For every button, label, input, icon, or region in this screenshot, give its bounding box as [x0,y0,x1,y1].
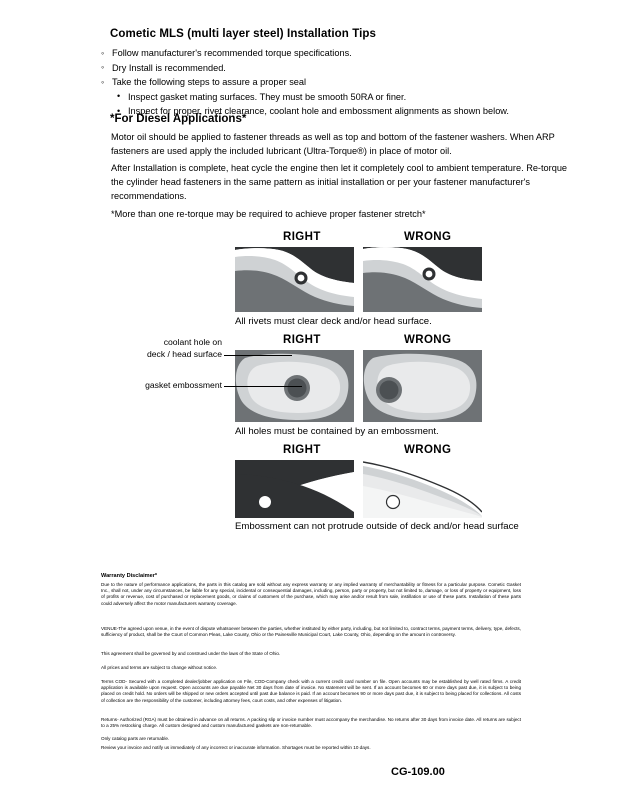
figure3-caption-line1: Embossment can not protrude outside of deck and/or head surface [235,521,519,532]
figure1-right-label: RIGHT [283,231,321,243]
list-item: ◦ Dry Install is recommended. [101,61,581,76]
list-item: ◦ Follow manufacturer's recommended torque specifications. [101,46,581,61]
list-item: • Inspect gasket mating surfaces. They must be smooth 50RA or finer. [101,90,581,105]
figure1-caption: All rivets must clear deck and/or head surface. [235,316,432,327]
list-item: • Inspect for proper, rivet clearance, coolant hole and embossment alignments as shown below. [101,104,581,119]
warranty-paragraph: Due to the nature of performance applications, the parts in this catalog are sold without any express warranty or any implied warranty of merchantability or fitness for a particular purpose. Cometic Gasket Inc., shall not, under any circumstances, be liable for any special, incidental or consequential damages, including, person, party or property, but not limited to, damage, or loss of property or equipment, loss of profits or revenue, cost of purchased or replacement goods, or claims of customers of the purchase, which may arise and/or result from sale, instillation or use of these parts. Installation of these parts could adversely affect the motor manufacturers warranty coverage. [101,582,521,606]
figure3-right-image [235,460,354,518]
figure1-right-image [235,247,354,312]
paragraph-motor-oil: Motor oil should be applied to fastener threads as well as top and bottom of the fastener washers. When ARP fasteners are used apply the included lubricant (Ultra-Torque®) in place of motor oil. [111,132,555,156]
figure2-right-label: RIGHT [283,334,321,346]
annotation-coolant-hole [117,336,222,360]
figure3-right-label: RIGHT [283,444,321,456]
figure2-wrong-image [363,350,482,422]
figure3-wrong-image [363,460,482,518]
figure3-wrong-label: WRONG [404,444,452,456]
warranty-paragraph: Terms COD- Secured with a completed dealer/jobber application on File, COD-Company check with a current credit card number on file. Open accounts may be established by well rated firms. A credit application is available upon request. Open accounts are due payable Net 30 days from date of invoice. No statement will be sent. If an account becomes 60 or more days past due, it is subject to being placed on credit hold. No orders will be shipped or new orders accepted until past due balance is paid. If an account becomes 90 or more days past due, it is subject to being placed for collections. All costs of collection are the responsibility of the customer, including attorney fees, court costs, and other expenses of litigation. [101,679,521,703]
annotation-coolant-hole-line1: coolant hole on [163,337,222,347]
figure1-wrong-label: WRONG [404,231,452,243]
leader-line-coolant [224,355,292,356]
paragraph-heat-cycle: After Installation is complete, heat cycle the engine then let it completely cool to ambient temperature. Re-torque the cylinder head fasteners in the same pattern as initial installation or per your fastener manufacturer's recommendations. [111,163,568,201]
warranty-paragraph: VENUE-The agreed upon venue, in the event of dispute whatsoever between the parties, whether instituted by either party, including, but not limited to, contract terms, payment terms, delivery, type, defects, sufficiency of product, shall be the Court of Common Pleas, Lake County, Ohio or the Painesville Municipal Court, Lake County, Ohio, depending on the amount in controversy. [101,626,521,638]
warranty-title: Warranty Disclaimer* [101,573,158,579]
annotation-coolant-hole-line2: deck / head surface [146,349,222,359]
figure2-wrong-label: WRONG [404,334,452,346]
paragraph-retorque: *More than one re-torque may be required to achieve proper fastener stretch* [111,209,426,219]
list-item: ◦ Take the following steps to assure a proper seal [101,75,581,90]
leader-line-embossment [224,386,302,387]
diesel-heading: *For Diesel Applications* [110,113,247,125]
warranty-paragraph: This agreement shall be governed by and construed under the laws of the State of Ohio. [101,651,281,656]
warranty-paragraph: All prices and terms are subject to change without notice. [101,665,218,670]
warranty-paragraph: Only catalog parts are returnable. [101,736,170,741]
warranty-paragraph: Review your invoice and notify us immediately of any incorrect or inaccurate information. Shortages must be reported within 10 days. [101,745,371,750]
tips-list [101,46,581,119]
annotation-gasket-embossment: gasket embossment [145,380,222,390]
figure1-wrong-image [363,247,482,312]
footer-document-code: CG-109.00 [391,766,445,778]
page-title: Cometic MLS (multi layer steel) Installation Tips [110,28,377,40]
figure2-caption: All holes must be contained by an embossment. [235,426,439,437]
warranty-paragraph: Returns- Authorized (RGA) must be obtained in advance on all returns. A packing slip or invoice number must accompany the merchandise. No returns after 30 days from invoice date. All returns are subject to a 25% restocking charge. All custom designed and custom manufactured gaskets are non-returnable. [101,717,521,729]
